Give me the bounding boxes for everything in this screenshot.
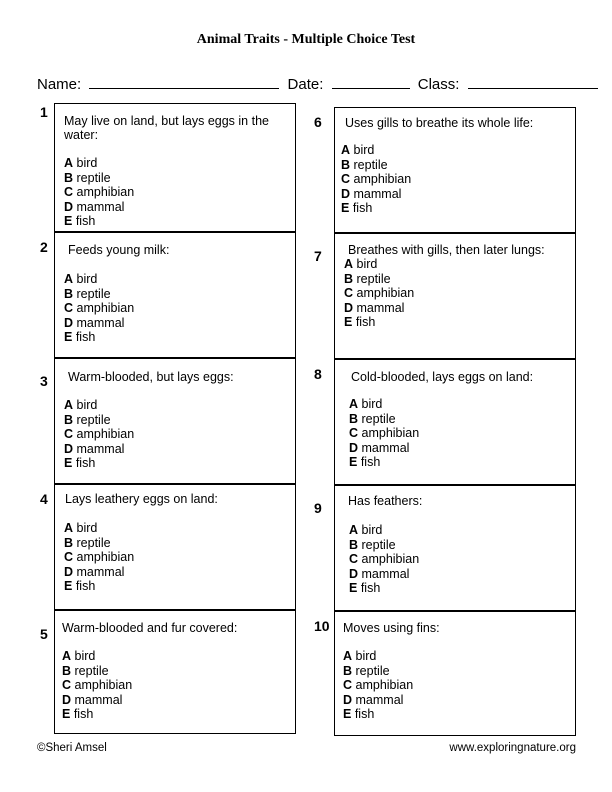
- answer-option[interactable]: [343, 678, 413, 693]
- answer-option[interactable]: [64, 536, 134, 551]
- website-text: www.exploringnature.org: [449, 742, 576, 754]
- option-letter: B: [343, 663, 353, 678]
- option-letter: A: [349, 397, 359, 411]
- option-text: mammal: [76, 199, 125, 214]
- option-text: reptile: [76, 286, 111, 301]
- answer-option[interactable]: [344, 301, 414, 316]
- question-number: 9: [314, 500, 322, 516]
- option-letter: C: [341, 172, 351, 187]
- option-letter: E: [62, 707, 71, 722]
- answer-option[interactable]: [62, 664, 132, 679]
- option-letter: A: [64, 156, 74, 170]
- answer-option[interactable]: [64, 301, 134, 316]
- option-text: mammal: [353, 186, 402, 201]
- option-text: bird: [353, 143, 375, 157]
- answer-option[interactable]: [64, 156, 134, 171]
- answer-options: [349, 397, 419, 470]
- question-number: 5: [40, 626, 48, 642]
- option-text: amphibian: [353, 172, 412, 187]
- copyright-text: ©Sheri Amsel: [37, 742, 107, 754]
- option-letter: E: [64, 330, 73, 345]
- option-text: mammal: [361, 440, 410, 455]
- question-number: 1: [40, 104, 48, 120]
- option-letter: A: [64, 272, 74, 286]
- answer-options: [341, 143, 411, 216]
- answer-options: [343, 649, 413, 722]
- option-letter: D: [62, 692, 72, 707]
- option-letter: C: [64, 301, 74, 316]
- option-letter: A: [64, 521, 74, 535]
- option-letter: C: [344, 286, 354, 301]
- answer-option[interactable]: [64, 330, 134, 345]
- option-letter: B: [64, 286, 74, 301]
- option-text: mammal: [76, 564, 125, 579]
- answer-option[interactable]: [64, 214, 134, 229]
- option-text: amphibian: [76, 427, 135, 442]
- option-letter: C: [62, 678, 72, 693]
- option-letter: A: [62, 649, 72, 663]
- answer-option[interactable]: [64, 272, 134, 287]
- date-field[interactable]: [332, 74, 410, 89]
- question-text: Warm-blooded and fur covered:: [62, 621, 238, 635]
- answer-options: [64, 398, 134, 471]
- option-letter: D: [341, 186, 351, 201]
- option-text: mammal: [76, 315, 125, 330]
- answer-option[interactable]: [349, 455, 419, 470]
- answer-option[interactable]: [349, 538, 419, 553]
- option-text: amphibian: [74, 678, 133, 693]
- option-letter: E: [343, 707, 352, 722]
- option-text: amphibian: [355, 678, 414, 693]
- answer-option[interactable]: [349, 426, 419, 441]
- question-text: Uses gills to breathe its whole life:: [345, 116, 534, 130]
- answer-option[interactable]: [343, 707, 413, 722]
- option-letter: D: [349, 440, 359, 455]
- question-text: Breathes with gills, then later lungs:: [348, 243, 545, 257]
- option-text: reptile: [353, 157, 388, 172]
- option-letter: B: [64, 412, 74, 427]
- option-text: bird: [356, 257, 378, 271]
- answer-option[interactable]: [343, 649, 413, 664]
- question-text: Moves using fins:: [343, 621, 440, 635]
- option-letter: D: [64, 315, 74, 330]
- option-text: reptile: [74, 663, 109, 678]
- answer-option[interactable]: [64, 200, 134, 215]
- answer-option[interactable]: [62, 649, 132, 664]
- answer-option[interactable]: [349, 412, 419, 427]
- option-text: mammal: [76, 441, 125, 456]
- option-letter: D: [349, 566, 359, 581]
- answer-options: [64, 272, 134, 345]
- answer-option[interactable]: [64, 316, 134, 331]
- question-number: 8: [314, 366, 322, 382]
- answer-option[interactable]: [349, 552, 419, 567]
- name-label: Name:: [37, 76, 82, 93]
- option-text: bird: [361, 397, 383, 411]
- option-letter: B: [64, 170, 74, 185]
- option-letter: D: [64, 199, 74, 214]
- answer-option[interactable]: [64, 579, 134, 594]
- option-letter: E: [344, 315, 353, 330]
- option-text: bird: [76, 398, 98, 412]
- date-label: Date:: [287, 76, 324, 93]
- question-text: Feeds young milk:: [68, 243, 170, 257]
- option-text: fish: [75, 456, 96, 471]
- option-text: reptile: [76, 535, 111, 550]
- answer-option[interactable]: [62, 678, 132, 693]
- option-text: amphibian: [361, 426, 420, 441]
- option-text: fish: [352, 201, 373, 216]
- question-number: 7: [314, 248, 322, 264]
- answer-option[interactable]: [341, 172, 411, 187]
- question-text: Has feathers:: [348, 494, 423, 508]
- option-text: bird: [361, 523, 383, 537]
- option-text: mammal: [355, 692, 404, 707]
- option-letter: D: [344, 300, 354, 315]
- question-number: 4: [40, 491, 48, 507]
- answer-options: [64, 521, 134, 594]
- answer-option[interactable]: [62, 693, 132, 708]
- answer-option[interactable]: [64, 456, 134, 471]
- option-text: reptile: [76, 412, 111, 427]
- answer-option[interactable]: [341, 143, 411, 158]
- option-letter: E: [64, 579, 73, 594]
- option-text: amphibian: [76, 550, 135, 565]
- answer-option[interactable]: [349, 397, 419, 412]
- option-letter: A: [343, 649, 353, 663]
- option-text: fish: [354, 707, 375, 722]
- answer-option[interactable]: [349, 567, 419, 582]
- answer-option[interactable]: [64, 521, 134, 536]
- option-text: fish: [360, 455, 381, 470]
- answer-option[interactable]: [344, 272, 414, 287]
- answer-option[interactable]: [341, 201, 411, 216]
- option-text: reptile: [356, 271, 391, 286]
- option-letter: A: [344, 257, 354, 271]
- option-letter: B: [62, 663, 72, 678]
- option-letter: C: [64, 550, 74, 565]
- option-letter: C: [349, 552, 359, 567]
- option-text: fish: [75, 214, 96, 229]
- option-text: fish: [73, 707, 94, 722]
- answer-option[interactable]: [344, 315, 414, 330]
- option-letter: C: [64, 185, 74, 200]
- question-text: Warm-blooded, but lays eggs:: [68, 370, 234, 384]
- option-text: amphibian: [76, 301, 135, 316]
- question-text: May live on land, but lays eggs in the water:: [64, 114, 269, 142]
- answer-option[interactable]: [344, 286, 414, 301]
- answer-option[interactable]: [349, 523, 419, 538]
- option-letter: E: [64, 456, 73, 471]
- answer-option[interactable]: [343, 664, 413, 679]
- option-letter: B: [341, 157, 351, 172]
- option-letter: B: [349, 537, 359, 552]
- answer-option[interactable]: [64, 550, 134, 565]
- option-letter: B: [64, 535, 74, 550]
- answer-option[interactable]: [341, 187, 411, 202]
- option-letter: E: [349, 455, 358, 470]
- answer-options: [64, 156, 134, 229]
- option-text: mammal: [74, 692, 123, 707]
- answer-option[interactable]: [64, 427, 134, 442]
- answer-option[interactable]: [341, 158, 411, 173]
- answer-option[interactable]: [343, 693, 413, 708]
- answer-option[interactable]: [64, 398, 134, 413]
- option-text: reptile: [355, 663, 390, 678]
- question-number: 2: [40, 239, 48, 255]
- answer-option[interactable]: [64, 185, 134, 200]
- answer-option[interactable]: [62, 707, 132, 722]
- question-text: Cold-blooded, lays eggs on land:: [351, 370, 534, 384]
- option-letter: D: [343, 692, 353, 707]
- option-text: fish: [75, 330, 96, 345]
- answer-options: [62, 649, 132, 722]
- option-letter: E: [341, 201, 350, 216]
- option-text: bird: [74, 649, 96, 663]
- option-letter: C: [343, 678, 353, 693]
- option-letter: E: [349, 581, 358, 596]
- answer-options: [344, 257, 414, 330]
- answer-options: [349, 523, 419, 596]
- name-field[interactable]: [89, 74, 279, 89]
- option-text: reptile: [361, 411, 396, 426]
- option-text: amphibian: [361, 552, 420, 567]
- option-text: bird: [355, 649, 377, 663]
- option-text: mammal: [356, 300, 405, 315]
- answer-option[interactable]: [64, 565, 134, 580]
- question-number: 10: [314, 618, 330, 634]
- page-title: Animal Traits - Multiple Choice Test: [196, 32, 416, 47]
- question-text: Lays leathery eggs on land:: [65, 492, 218, 506]
- option-letter: C: [349, 426, 359, 441]
- option-text: fish: [360, 581, 381, 596]
- option-letter: C: [64, 427, 74, 442]
- answer-option[interactable]: [64, 413, 134, 428]
- option-text: bird: [76, 521, 98, 535]
- option-text: reptile: [361, 537, 396, 552]
- answer-option[interactable]: [349, 581, 419, 596]
- option-text: fish: [75, 579, 96, 594]
- option-letter: A: [349, 523, 359, 537]
- option-letter: E: [64, 214, 73, 229]
- option-letter: D: [64, 564, 74, 579]
- option-letter: D: [64, 441, 74, 456]
- option-text: bird: [76, 272, 98, 286]
- option-text: amphibian: [356, 286, 415, 301]
- question-number: 6: [314, 114, 322, 130]
- question-number: 3: [40, 373, 48, 389]
- answer-option[interactable]: [64, 442, 134, 457]
- class-label: Class:: [417, 76, 460, 93]
- answer-option[interactable]: [64, 287, 134, 302]
- option-letter: B: [344, 271, 354, 286]
- answer-option[interactable]: [64, 171, 134, 186]
- option-text: bird: [76, 156, 98, 170]
- student-info-row: [37, 74, 602, 93]
- option-letter: B: [349, 411, 359, 426]
- class-field[interactable]: [468, 74, 598, 89]
- answer-option[interactable]: [344, 257, 414, 272]
- option-text: amphibian: [76, 185, 135, 200]
- option-text: reptile: [76, 170, 111, 185]
- option-text: mammal: [361, 566, 410, 581]
- answer-option[interactable]: [349, 441, 419, 456]
- option-letter: A: [64, 398, 74, 412]
- option-letter: A: [341, 143, 351, 157]
- option-text: fish: [355, 315, 376, 330]
